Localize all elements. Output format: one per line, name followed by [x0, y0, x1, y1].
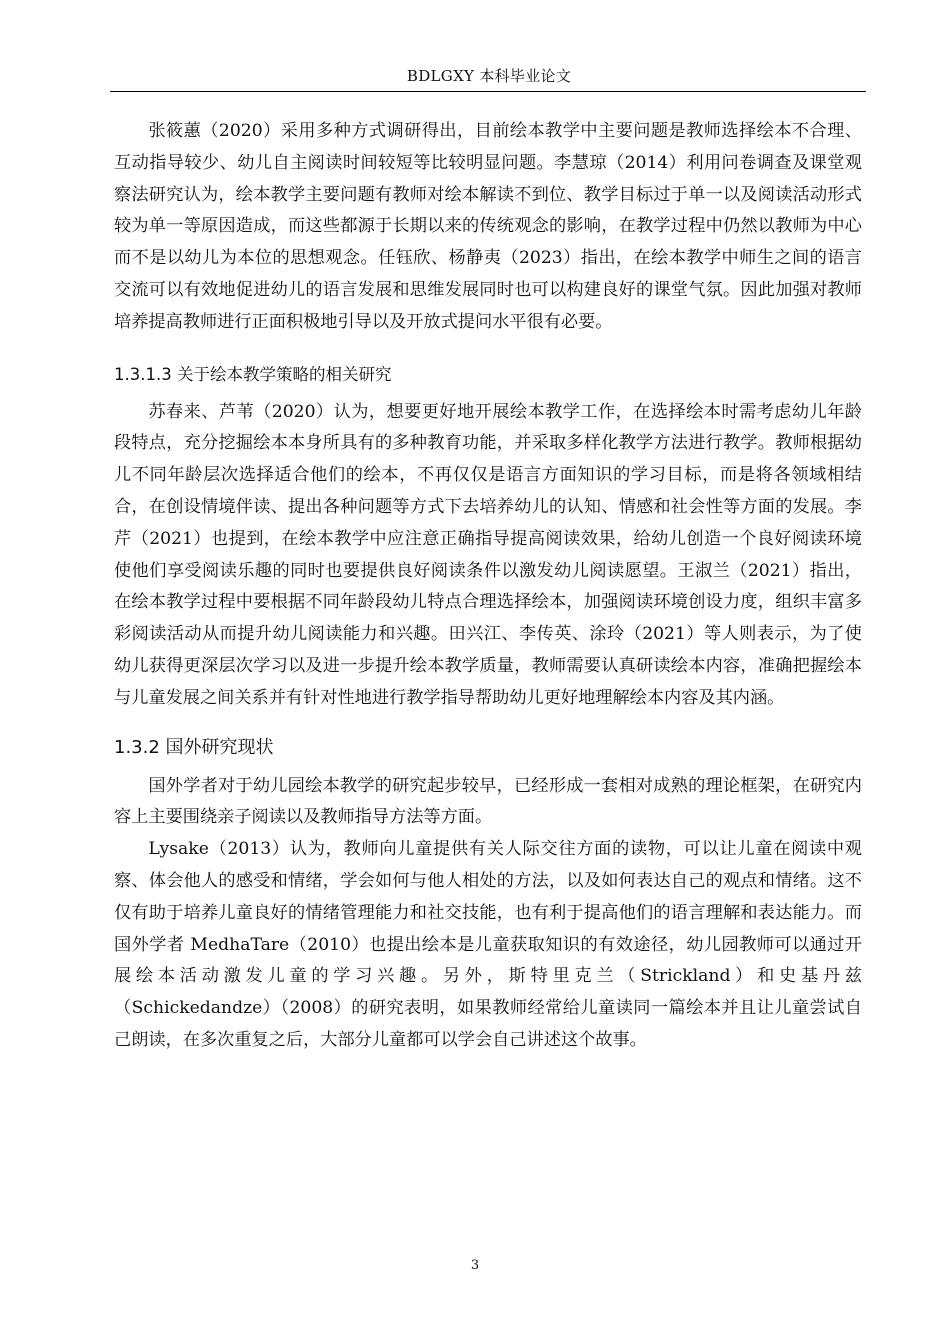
header-rule — [110, 91, 866, 92]
section-heading-1-3-1-3: 1.3.1.3 关于绘本教学策略的相关研究 — [114, 364, 392, 384]
section-heading-1-3-2: 1.3.2 国外研究现状 — [114, 736, 274, 758]
running-header: BDLGXY 本科毕业论文 — [406, 67, 572, 85]
body-content — [114, 116, 862, 1057]
page-number: 3 — [470, 1258, 480, 1273]
paragraph: 国外学者对于幼儿园绘本教学的研究起步较早，已经形成一套相对成熟的理论框架，在研究内容上主要围绕亲子阅读以及教师指导方法等方面。 — [114, 775, 862, 828]
paragraph: 苏春来、芦苇（2020）认为，想要更好地开展绘本教学工作，在选择绘本时需考虑幼儿年龄段特点，充分挖掘绘本本身所具有的多种教育功能，并采取多样化教学方法进行教学。教师根据幼儿不同年龄层次选择适合他们的绘本，不再仅仅是语言方面知识的学习目标，而是将各领域相结合，在创设情境伴读、提出各种问题等方式下去培养幼儿的认知、情感和社会性等方面的发展。李芹（2021）也提到，在绘本教学中应注意正确指导提高阅读效果，给幼儿创造一个良好阅读环境使他们享受阅读乐趣的同时也要提供良好阅读条件以激发幼儿阅读愿望。王淑兰（2021）指出，在绘本教学过程中要根据不同年龄段幼儿特点合理选择绘本，加强阅读环境创设力度，组织丰富多彩阅读活动从而提升幼儿阅读能力和兴趣。田兴江、李传英、涂玲（2021）等人则表示，为了使幼儿获得更深层次学习以及进一步提升绘本教学质量，教师需要认真研读绘本内容，准确把握绘本与儿童发展之间关系并有针对性地进行教学指导帮助幼儿更好地理解绘本内容及其内涵。 — [114, 401, 862, 708]
paragraph: 张筱蕙（2020）采用多种方式调研得出，目前绘本教学中主要问题是教师选择绘本不合理、互动指导较少、幼儿自主阅读时间较短等比较明显问题。李慧琼（2014）利用问卷调查及课堂观察法研究认为，绘本教学主要问题有教师对绘本解读不到位、教学目标过于单一以及阅读活动形式较为单一等原因造成，而这些都源于长期以来的传统观念的影响，在教学过程中仍然以教师为中心而不是以幼儿为本位的思想观念。任钰欣、杨静夷（2023）指出，在绘本教学中师生之间的语言交流可以有效地促进幼儿的语言发展和思维发展同时也可以构建良好的课堂气氛。因此加强对教师培养提高教师进行正面积极地引导以及开放式提问水平很有必要。 — [114, 121, 862, 332]
paragraph: Lysake（2013）认为，教师向儿童提供有关人际交往方面的读物，可以让儿童在阅读中观察、体会他人的感受和情绪，学会如何与他人相处的方法，以及如何表达自己的观点和情绪。这不仅有助于培养儿童良好的情绪管理能力和社交技能，也有利于提高他们的语言理解和表达能力。而国外学者 MedhaTare（2010）也提出绘本是儿童获取知识的有效途径，幼儿园教师可以通过开展绘本活动激发儿童的学习兴趣。另外，斯特里克兰（Strickland）和史基丹兹（Schickedandze）（2008）的研究表明，如果教师经常给儿童读同一篇绘本并且让儿童尝试自己朗读，在多次重复之后，大部分儿童都可以学会自己讲述这个故事。 — [114, 839, 862, 1050]
